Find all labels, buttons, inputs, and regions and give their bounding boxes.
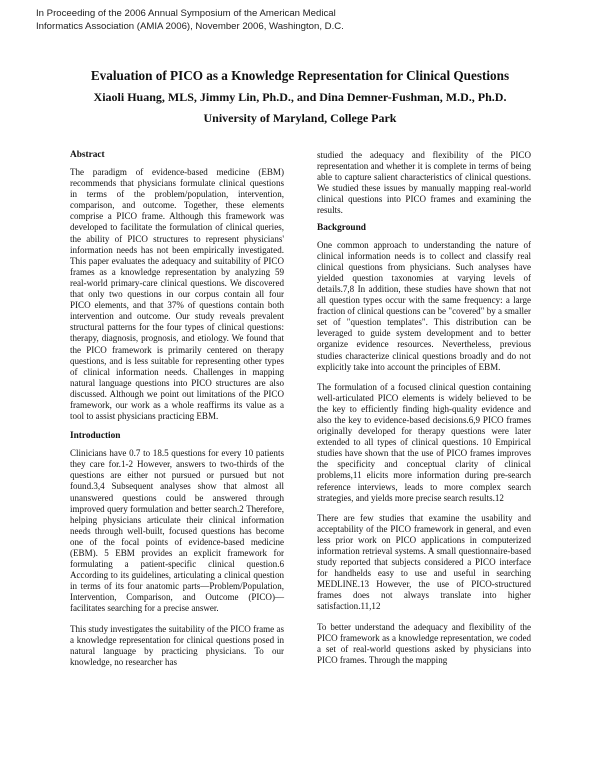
background-paragraph-2: The formulation of a focused clinical question containing well-articulated PICO elements is widely believed to be the key to efficiently finding high-quality evidence and also the key to evidence-based decisions.6,9 PICO frames originally developed for therapy questions were later extended to all types of clinical questions. 10 Empirical studies have shown that the use of PICO frames improves the specificity and conceptual clarity of clinical problems,11 elicits more information during pre-search reference interviews, leads to more complex search strategies, and yields more precise search results.12 (317, 381, 531, 503)
proceedings-line-2: Informatics Association (AMIA 2006), November 2006, Washington, D.C. (36, 20, 344, 32)
introduction-paragraph-2: This study investigates the suitability of the PICO frame as a knowledge representation for clinical questions posed in natural language by practicing physicians. To our knowledge, no researcher has (70, 623, 284, 667)
background-heading: Background (317, 222, 366, 233)
background-paragraph-1: One common approach to understanding the nature of clinical information needs is to collect and classify real clinical questions from physicians. Such analyses have yielded question taxonomies at varying levels of details.7,8 In addition, these studies have shown that not all question types occur with the same frequency: a large fraction of clinical questions can be "covered" by a smaller set of "question templates". This distribution can be leveraged to guide system development and to better organize evidence resources. Nevertheless, previous studies characterize clinical questions broadly and do not explicitly take into account the principles of EBM. (317, 239, 531, 372)
paper-title: Evaluation of PICO as a Knowledge Representation for Clinical Questions (90, 68, 510, 83)
background-paragraph-3: There are few studies that examine the usability and acceptability of the PICO framework in general, and even less prior work on PICO applications in computerized information retrieval systems. A small questionnaire-based study reported that subjects considered a PICO interface for handhelds easy to use and useful in searching MEDLINE.13 However, the use of PICO-structured frames does not always translate into higher satisfaction.11,12 (317, 512, 531, 612)
paper-affiliation: University of Maryland, College Park (203, 111, 397, 125)
abstract-paragraph: The paradigm of evidence-based medicine (EBM) recommends that physicians formulate clinical questions in terms of the problem/population, intervention, comparison, and outcome. Together, these elements comprise a PICO frame. Although this framework was developed to facilitate the formulation of clinical queries, the ability of PICO structures to represent physicians' information needs has not been empirically investigated. This paper evaluates the adequacy and suitability of PICO frames as a knowledge representation by analyzing 59 real-world primary-care clinical questions. We discovered that only two questions in our corpus contain all four PICO elements, and that 37% of questions contain both intervention and outcome. Our study reveals prevalent structural patterns for the four types of clinical questions: therapy, diagnosis, prognosis, and etiology. We found that the PICO framework is primarily centered on therapy questions, and is less suitable for representing other types of clinical information needs. Challenges in mapping natural language questions into PICO structures are also discussed. Although we point out limitations of the PICO framework, our work as a whole reaffirms its value as a tool to assist physicians practicing EBM. (70, 167, 284, 422)
left-column (70, 150, 284, 677)
introduction-heading: Introduction (70, 431, 121, 442)
introduction-continuation: studied the adequacy and flexibility of the PICO representation and whether it is complete in terms of being able to capture salient characteristics of clinical questions. We studied these issues by manually mapping real-world clinical questions into PICO frames and examining the results. (317, 150, 531, 216)
proceedings-line-1: In Proceeding of the 2006 Annual Symposium of the American Medical (36, 8, 336, 19)
right-column (317, 150, 531, 675)
paper-authors: Xiaoli Huang, MLS, Jimmy Lin, Ph.D., and Dina Demner-Fushman, M.D., Ph.D. (93, 90, 507, 104)
proceedings-header (36, 8, 344, 33)
background-paragraph-4: To better understand the adequacy and flexibility of the PICO framework as a knowledge representation, we coded a set of real-world questions asked by physicians into PICO frames. Through the mapping (317, 621, 531, 665)
abstract-heading: Abstract (70, 150, 105, 160)
introduction-paragraph-1: Clinicians have 0.7 to 18.5 questions for every 10 patients they care for.1-2 However, answers to two-thirds of the questions are either not pursued or pursued but not found.3,4 Subsequent analyses show that almost all unanswered questions could be answered through improved query formulation and better search.2 Therefore, helping physicians articulate their clinical information needs through well-built, focused questions has become one of the focal points of evidence-based medicine (EBM). 5 EBM provides an explicit framework for formulating a patient-specific clinical question.6 According to its guidelines, articulating a clinical question in terms of its four anatomic parts—Problem/Population, Intervention, Comparison, and Outcome (PICO)—facilitates searching for a precise answer. (70, 448, 284, 614)
